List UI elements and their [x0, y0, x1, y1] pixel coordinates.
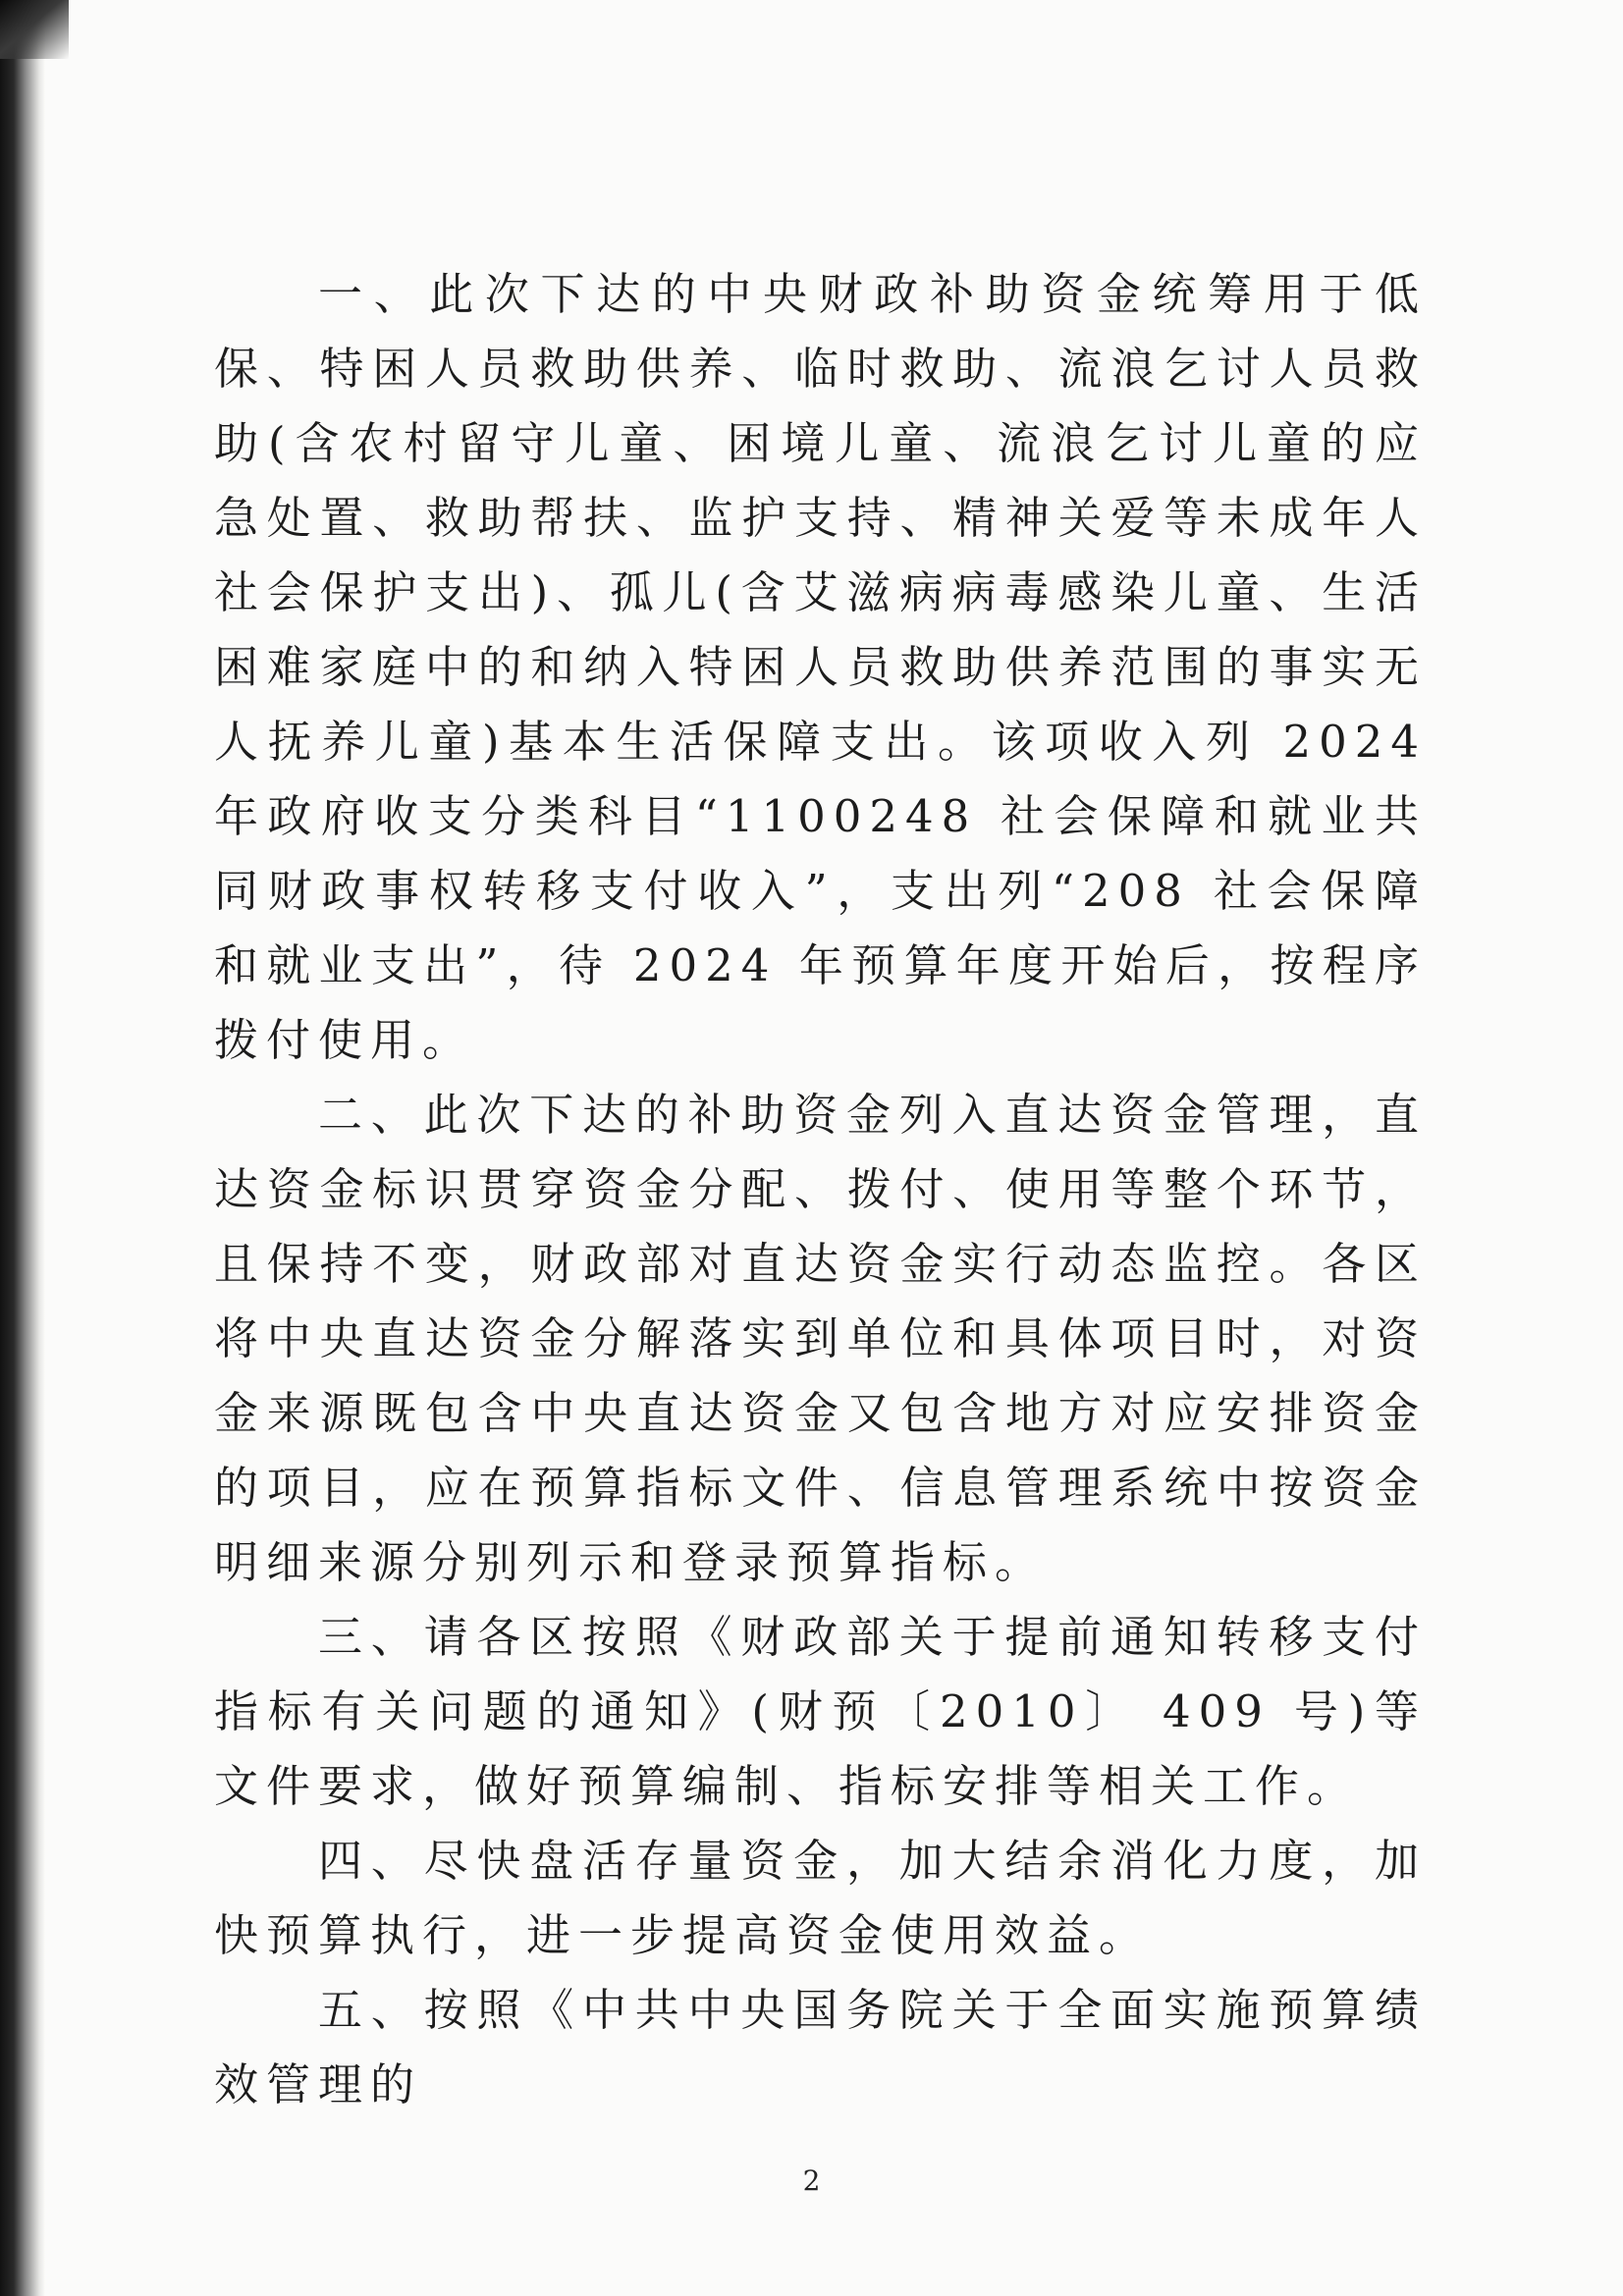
paragraph-2: 二、此次下达的补助资金列入直达资金管理，直达资金标识贯穿资金分配、拨付、使用等整个环节，且保持不变，财政部对直达资金实行动态监控。各区将中央直达资金分解落实到单位和具体项目时，对资金来源既包含中央直达资金又包含地方对应安排资金的项目，应在预算指标文件、信息管理系统中按资金明细来源分别列示和登录预算指标。	[214, 1089, 1427, 1588]
scan-shadow-edge	[0, 0, 45, 2296]
paragraph-4: 四、尽快盘活存量资金，加大结余消化力度，加快预算执行，进一步提高资金使用效益。	[214, 1835, 1427, 1961]
page-number: 2	[802, 2164, 821, 2197]
paragraph-5: 五、按照《中共中央国务院关于全面实施预算绩效管理的	[214, 1984, 1427, 2110]
paragraph-1: 一、此次下达的中央财政补助资金统筹用于低保、特困人员救助供养、临时救助、流浪乞讨人员救助(含农村留守儿童、困境儿童、流浪乞讨儿童的应急处置、救助帮扶、监护支持、精神关爱等未成年人社会保护支出)、孤儿(含艾滋病病毒感染儿童、生活困难家庭中的和纳入特困人员救助供养范围的事实无人抚养儿童)基本生活保障支出。该项收入列 2024 年政府收支分类科目“1100248 社会保障和就业共同财政事权转移支付收入”，支出列“208 社会保障和就业支出”，待 2024 年预算年度开始后，按程序拨付使用。	[214, 268, 1427, 1066]
paragraph-3: 三、请各区按照《财政部关于提前通知转移支付指标有关问题的通知》(财预〔2010〕 409 号)等文件要求，做好预算编制、指标安排等相关工作。	[214, 1611, 1427, 1812]
scan-shadow-corner	[0, 0, 69, 59]
document-body	[214, 257, 1427, 2122]
